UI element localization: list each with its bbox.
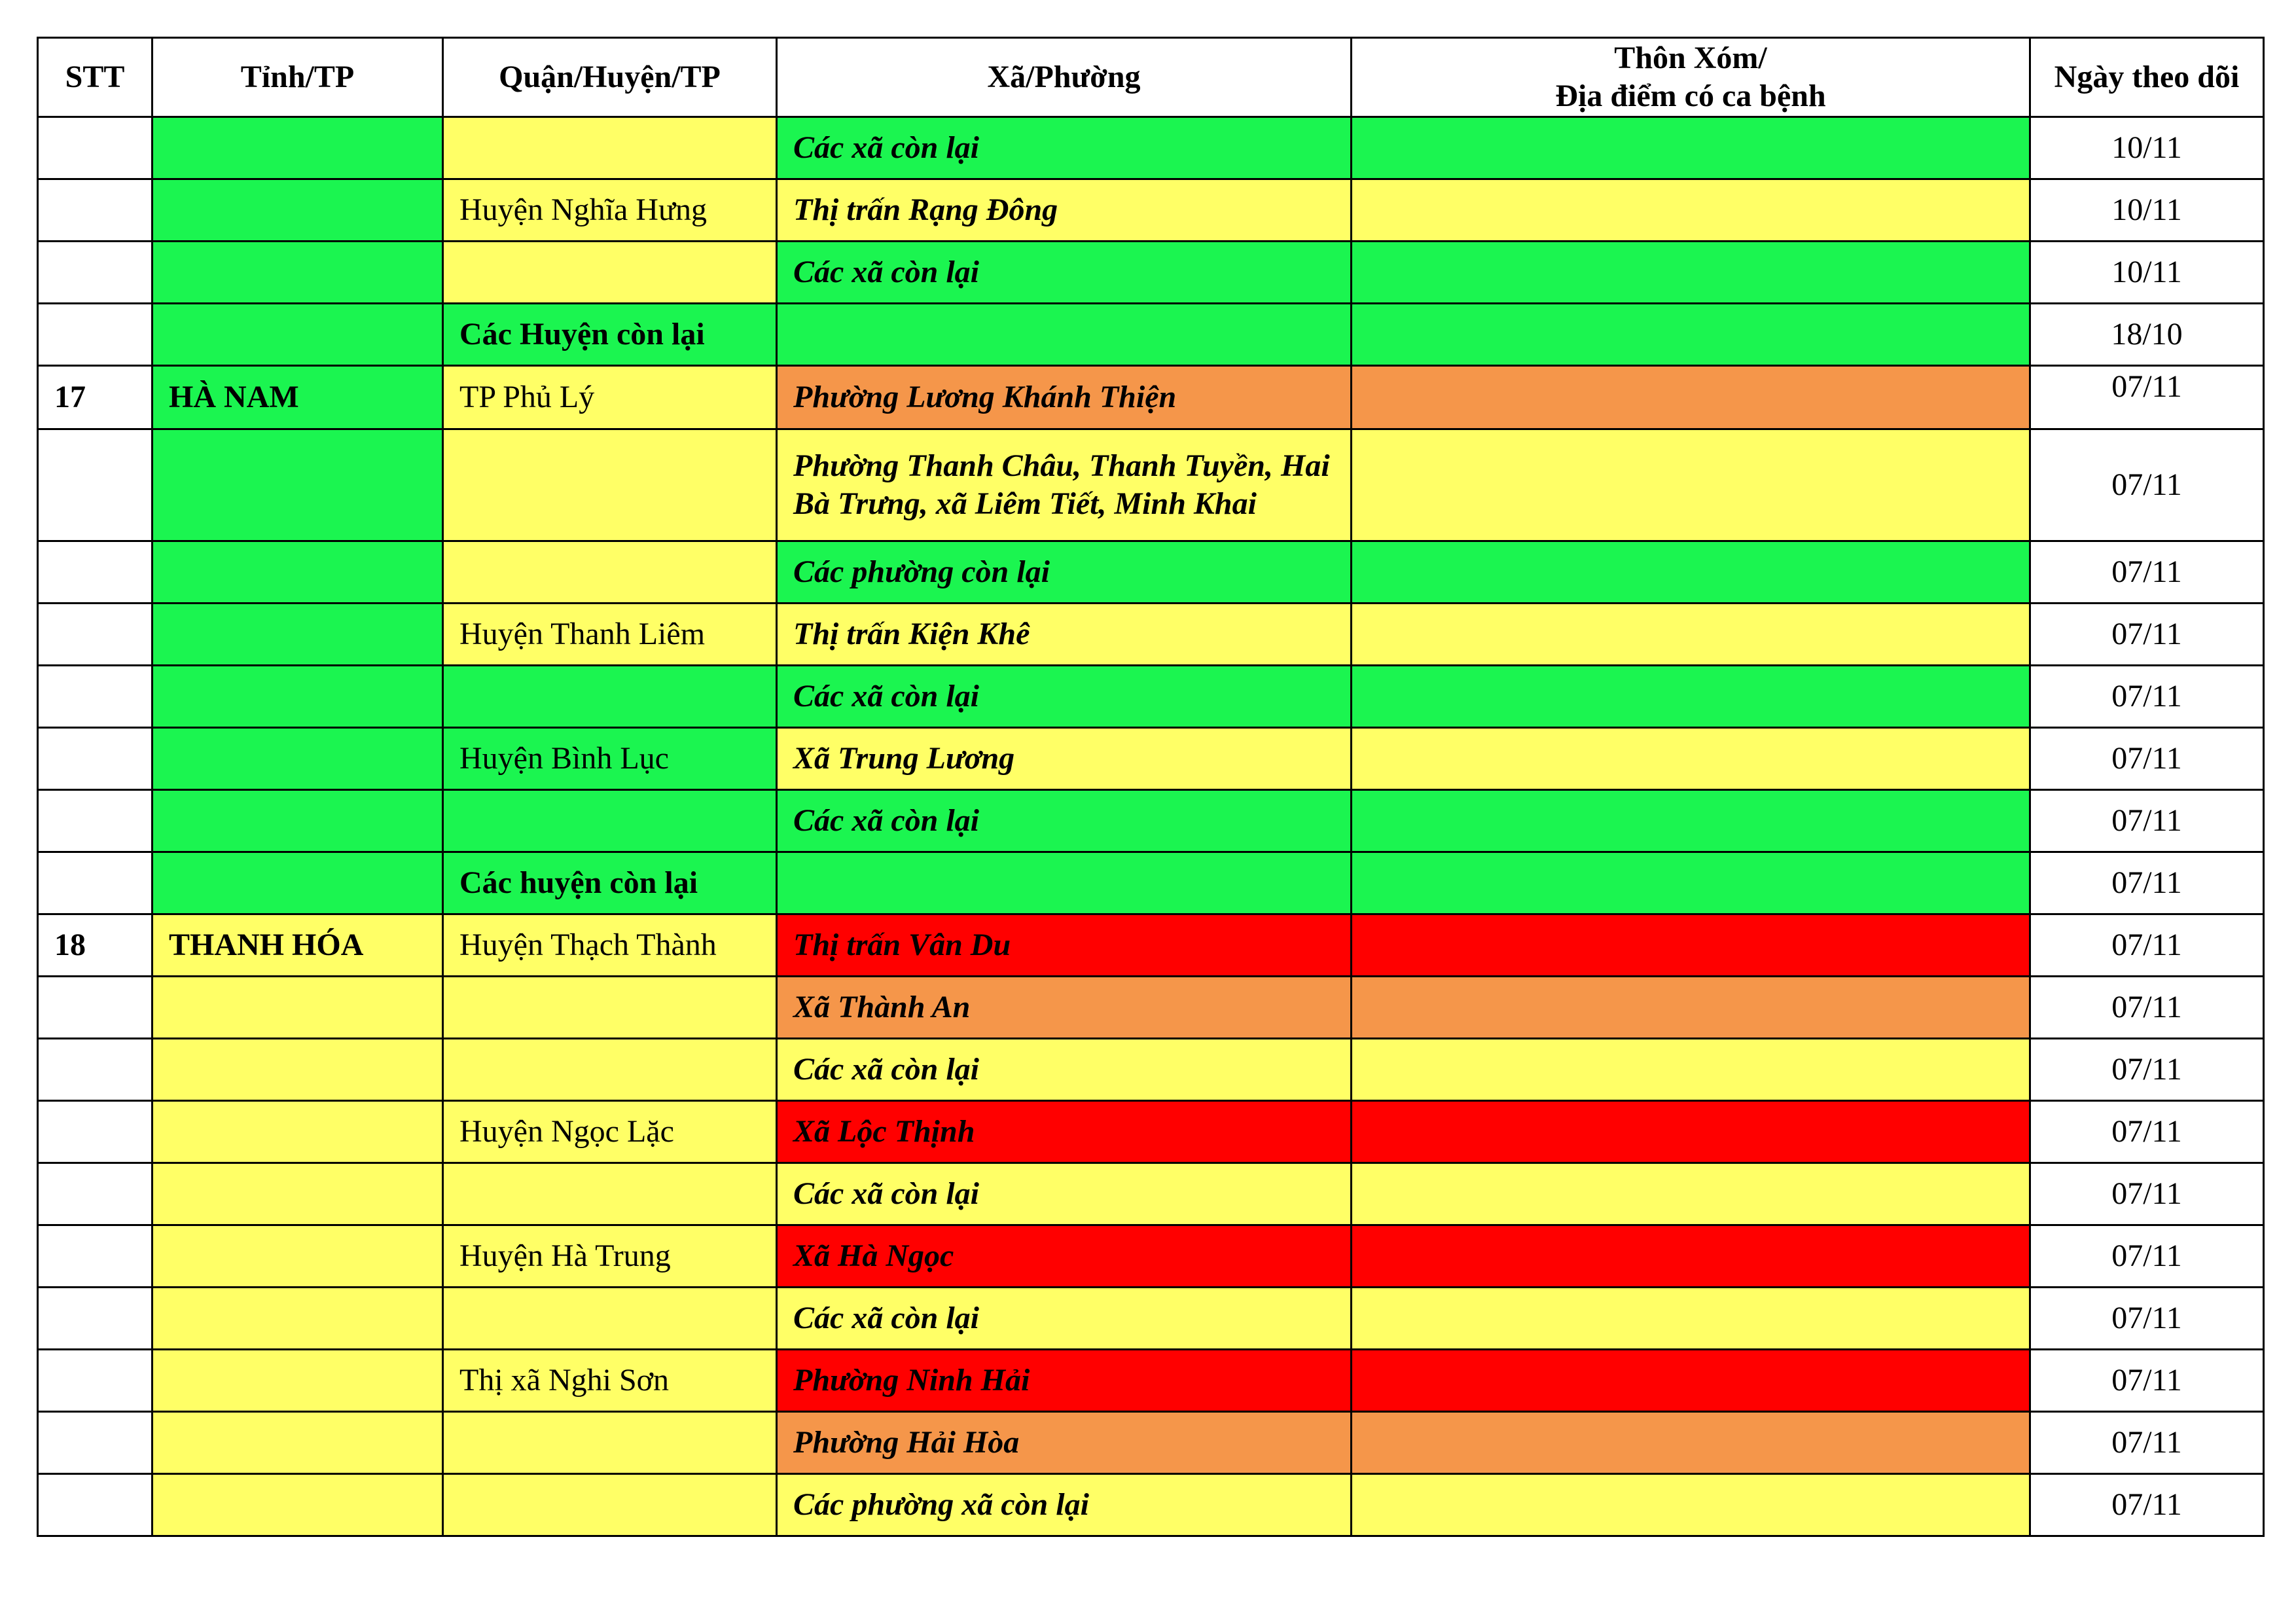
table-row — [38, 604, 2264, 666]
province-cell — [152, 977, 443, 1039]
village-cell — [1352, 977, 2030, 1039]
header-village-line1: Thôn Xóm/ — [1614, 41, 1767, 75]
date-cell: 07/11 — [2030, 1412, 2264, 1474]
ward-cell: Phường Lương Khánh Thiện — [777, 366, 1352, 429]
date-cell: 07/11 — [2030, 1163, 2264, 1225]
date-cell: 07/11 — [2030, 1474, 2264, 1536]
district-cell — [443, 1039, 777, 1101]
ward-cell: Các phường còn lại — [777, 541, 1352, 604]
province-cell — [152, 728, 443, 790]
province-cell: HÀ NAM — [152, 366, 443, 429]
district-cell — [443, 541, 777, 604]
village-cell — [1352, 1288, 2030, 1350]
date-cell: 07/11 — [2030, 1350, 2264, 1412]
village-cell — [1352, 604, 2030, 666]
stt-cell — [38, 429, 152, 541]
village-cell — [1352, 429, 2030, 541]
village-cell — [1352, 366, 2030, 429]
stt-cell — [38, 790, 152, 852]
district-cell: Các Huyện còn lại — [443, 304, 777, 366]
date-cell: 07/11 — [2030, 728, 2264, 790]
date-cell: 07/11 — [2030, 1039, 2264, 1101]
stt-cell: 18 — [38, 914, 152, 977]
district-cell — [443, 1412, 777, 1474]
header-village — [1352, 38, 2030, 117]
village-cell — [1352, 914, 2030, 977]
province-cell — [152, 604, 443, 666]
ward-cell: Phường Ninh Hải — [777, 1350, 1352, 1412]
date-cell: 07/11 — [2030, 366, 2264, 429]
village-cell — [1352, 1225, 2030, 1288]
province-cell — [152, 179, 443, 242]
table-row — [38, 1039, 2264, 1101]
stt-cell — [38, 1288, 152, 1350]
stt-cell — [38, 1163, 152, 1225]
table-row — [38, 1101, 2264, 1163]
province-cell — [152, 1350, 443, 1412]
stt-cell — [38, 242, 152, 304]
village-cell — [1352, 790, 2030, 852]
province-cell — [152, 1039, 443, 1101]
table-row — [38, 914, 2264, 977]
village-cell — [1352, 1412, 2030, 1474]
stt-cell — [38, 117, 152, 179]
district-cell: Huyện Thạch Thành — [443, 914, 777, 977]
table-row — [38, 541, 2264, 604]
province-cell — [152, 666, 443, 728]
header-district: Quận/Huyện/TP — [443, 38, 777, 117]
village-cell — [1352, 1350, 2030, 1412]
ward-cell: Phường Hải Hòa — [777, 1412, 1352, 1474]
province-cell — [152, 117, 443, 179]
covid-zone-table — [37, 37, 2265, 1537]
district-cell — [443, 1288, 777, 1350]
table-row — [38, 1288, 2264, 1350]
table-row — [38, 429, 2264, 541]
district-cell — [443, 1163, 777, 1225]
table-row — [38, 977, 2264, 1039]
ward-cell: Các xã còn lại — [777, 242, 1352, 304]
stt-cell — [38, 666, 152, 728]
stt-cell — [38, 1350, 152, 1412]
district-cell — [443, 429, 777, 541]
ward-cell: Thị trấn Vân Du — [777, 914, 1352, 977]
table-row — [38, 852, 2264, 914]
province-cell — [152, 1288, 443, 1350]
district-cell — [443, 977, 777, 1039]
district-cell — [443, 242, 777, 304]
date-cell: 10/11 — [2030, 179, 2264, 242]
ward-cell: Các phường xã còn lại — [777, 1474, 1352, 1536]
date-cell: 07/11 — [2030, 977, 2264, 1039]
village-cell — [1352, 728, 2030, 790]
village-cell — [1352, 541, 2030, 604]
stt-cell — [38, 1225, 152, 1288]
date-cell: 10/11 — [2030, 117, 2264, 179]
header-date: Ngày theo dõi — [2030, 38, 2264, 117]
table-row — [38, 304, 2264, 366]
date-cell: 18/10 — [2030, 304, 2264, 366]
table-row — [38, 117, 2264, 179]
district-cell: TP Phủ Lý — [443, 366, 777, 429]
district-cell: Thị xã Nghi Sơn — [443, 1350, 777, 1412]
village-cell — [1352, 304, 2030, 366]
table-row — [38, 1412, 2264, 1474]
ward-cell: Các xã còn lại — [777, 1039, 1352, 1101]
table-row — [38, 1225, 2264, 1288]
stt-cell — [38, 977, 152, 1039]
village-cell — [1352, 1039, 2030, 1101]
header-row — [38, 38, 2264, 117]
table-row — [38, 728, 2264, 790]
ward-cell: Xã Lộc Thịnh — [777, 1101, 1352, 1163]
village-cell — [1352, 1474, 2030, 1536]
village-cell — [1352, 1101, 2030, 1163]
date-cell: 10/11 — [2030, 242, 2264, 304]
date-cell: 07/11 — [2030, 1101, 2264, 1163]
table-row — [38, 666, 2264, 728]
village-cell — [1352, 852, 2030, 914]
date-cell: 07/11 — [2030, 852, 2264, 914]
stt-cell — [38, 1039, 152, 1101]
ward-cell: Thị trấn Kiện Khê — [777, 604, 1352, 666]
ward-cell: Xã Thành An — [777, 977, 1352, 1039]
district-cell: Huyện Bình Lục — [443, 728, 777, 790]
table-row — [38, 1474, 2264, 1536]
district-cell — [443, 1474, 777, 1536]
village-cell — [1352, 666, 2030, 728]
table-row — [38, 1350, 2264, 1412]
table-row — [38, 790, 2264, 852]
stt-cell — [38, 541, 152, 604]
date-cell: 07/11 — [2030, 429, 2264, 541]
date-cell: 07/11 — [2030, 1225, 2264, 1288]
province-cell — [152, 1101, 443, 1163]
header-stt: STT — [38, 38, 152, 117]
date-cell: 07/11 — [2030, 541, 2264, 604]
ward-cell: Xã Hà Ngọc — [777, 1225, 1352, 1288]
district-cell: Huyện Thanh Liêm — [443, 604, 777, 666]
district-cell: Huyện Nghĩa Hưng — [443, 179, 777, 242]
stt-cell — [38, 852, 152, 914]
stt-cell — [38, 304, 152, 366]
stt-cell — [38, 179, 152, 242]
ward-cell: Xã Trung Lương — [777, 728, 1352, 790]
date-cell: 07/11 — [2030, 666, 2264, 728]
stt-cell: 17 — [38, 366, 152, 429]
ward-cell: Các xã còn lại — [777, 1163, 1352, 1225]
district-cell: Huyện Ngọc Lặc — [443, 1101, 777, 1163]
table-row — [38, 242, 2264, 304]
header-province: Tỉnh/TP — [152, 38, 443, 117]
header-village-line2: Địa điểm có ca bệnh — [1555, 79, 1826, 113]
ward-cell — [777, 304, 1352, 366]
stt-cell — [38, 604, 152, 666]
village-cell — [1352, 117, 2030, 179]
village-cell — [1352, 242, 2030, 304]
table-body — [38, 117, 2264, 1536]
stt-cell — [38, 1474, 152, 1536]
date-cell: 07/11 — [2030, 914, 2264, 977]
ward-cell: Các xã còn lại — [777, 790, 1352, 852]
header-ward: Xã/Phường — [777, 38, 1352, 117]
date-cell: 07/11 — [2030, 604, 2264, 666]
table-row — [38, 366, 2264, 429]
date-cell: 07/11 — [2030, 790, 2264, 852]
table-header — [38, 38, 2264, 117]
province-cell — [152, 429, 443, 541]
province-cell — [152, 242, 443, 304]
stt-cell — [38, 728, 152, 790]
stt-cell — [38, 1412, 152, 1474]
district-cell — [443, 666, 777, 728]
ward-cell: Các xã còn lại — [777, 666, 1352, 728]
ward-cell: Các xã còn lại — [777, 117, 1352, 179]
village-cell — [1352, 179, 2030, 242]
district-cell: Huyện Hà Trung — [443, 1225, 777, 1288]
province-cell — [152, 304, 443, 366]
province-cell: THANH HÓA — [152, 914, 443, 977]
ward-cell — [777, 852, 1352, 914]
province-cell — [152, 790, 443, 852]
province-cell — [152, 1474, 443, 1536]
ward-cell: Phường Thanh Châu, Thanh Tuyền, Hai Bà Trưng, xã Liêm Tiết, Minh Khai — [777, 429, 1352, 541]
table-row — [38, 1163, 2264, 1225]
district-cell — [443, 790, 777, 852]
province-cell — [152, 541, 443, 604]
stt-cell — [38, 1101, 152, 1163]
table-row — [38, 179, 2264, 242]
covid-zone-table-page — [37, 37, 2263, 1537]
district-cell: Các huyện còn lại — [443, 852, 777, 914]
ward-cell: Các xã còn lại — [777, 1288, 1352, 1350]
province-cell — [152, 1225, 443, 1288]
province-cell — [152, 1412, 443, 1474]
date-cell: 07/11 — [2030, 1288, 2264, 1350]
province-cell — [152, 1163, 443, 1225]
ward-cell: Thị trấn Rạng Đông — [777, 179, 1352, 242]
province-cell — [152, 852, 443, 914]
village-cell — [1352, 1163, 2030, 1225]
district-cell — [443, 117, 777, 179]
